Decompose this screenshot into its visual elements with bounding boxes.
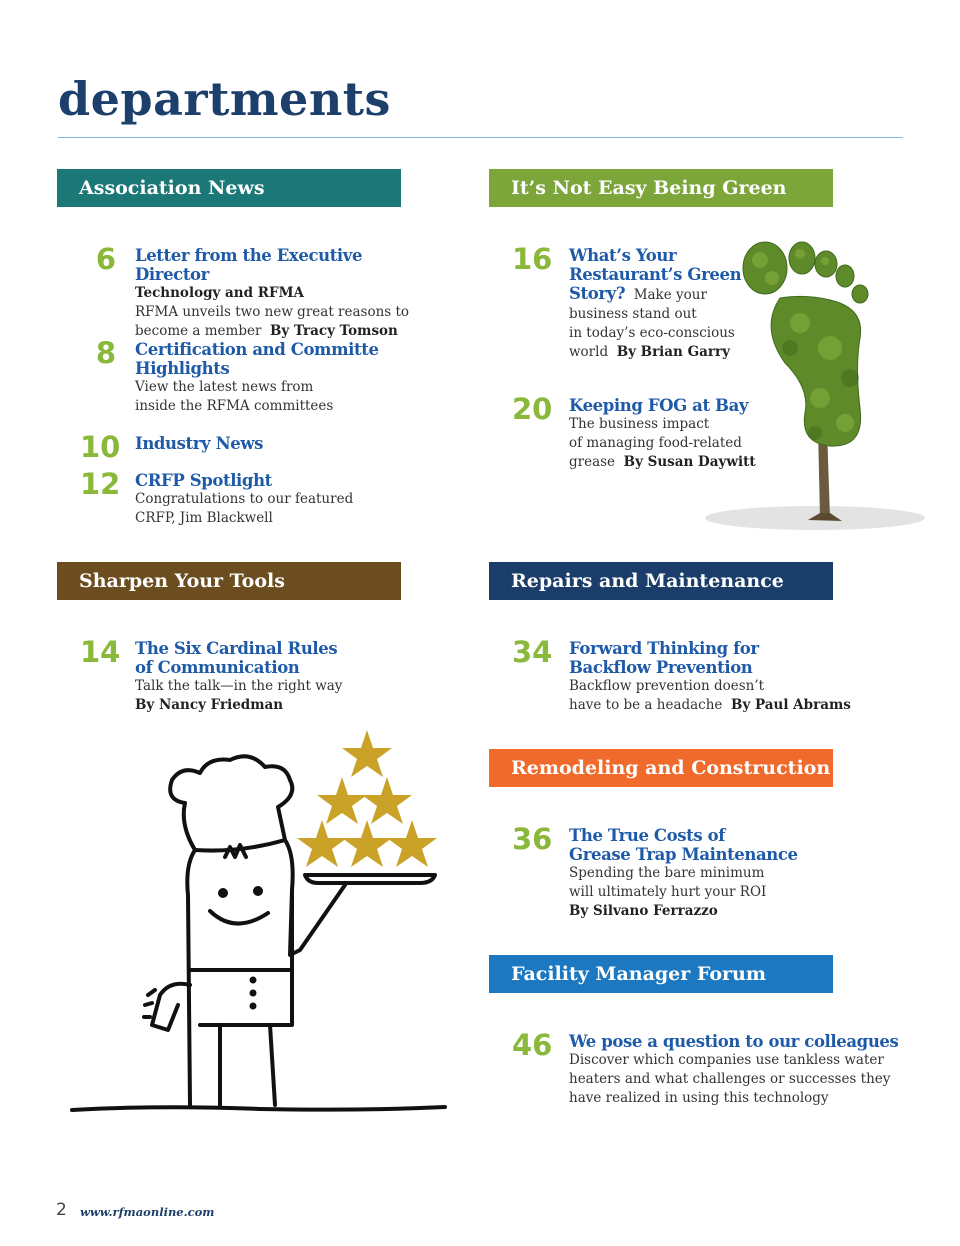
- entry-headline[interactable]: Story?: [569, 284, 626, 303]
- page-number: 6: [95, 242, 116, 276]
- entry-headline[interactable]: The True Costs of: [569, 826, 725, 845]
- entry-description: Backflow prevention doesn’t: [569, 678, 765, 694]
- entry-description: in today’s eco-conscious: [569, 325, 735, 341]
- entry-description: inside the RFMA committees: [135, 398, 334, 414]
- entry-headline[interactable]: The Six Cardinal Rules: [135, 639, 338, 658]
- page-number: 46: [512, 1028, 553, 1062]
- entry-headline[interactable]: Forward Thinking for: [569, 639, 759, 658]
- footer-url[interactable]: www.rfmaonline.com: [80, 1205, 215, 1219]
- entry-description: will ultimately hurt your ROI: [569, 884, 767, 900]
- entry-description: View the latest news from: [135, 379, 314, 395]
- section-header-green: It’s Not Easy Being Green: [489, 169, 833, 207]
- entry-description: heaters and what challenges or successes they: [569, 1071, 891, 1087]
- entry-description: RFMA unveils two new great reasons to: [135, 304, 410, 320]
- section-header-repairs: Repairs and Maintenance: [489, 562, 833, 600]
- entry-headline[interactable]: Highlights: [135, 359, 230, 378]
- section-header-tools: Sharpen Your Tools: [57, 562, 401, 600]
- entry-headline[interactable]: Backflow Prevention: [569, 658, 753, 677]
- entry-description: of managing food-related: [569, 435, 742, 451]
- chef-with-stars-illustration: [60, 725, 460, 1120]
- section-header-remodeling: Remodeling and Construction: [489, 749, 833, 787]
- entry-byline: By Brian Garry: [616, 344, 730, 360]
- star-icon: [297, 730, 437, 867]
- section-header-association-news: Association News: [57, 169, 401, 207]
- entry-description: Make your: [633, 287, 707, 303]
- entry-description: world By Brian Garry: [569, 344, 730, 360]
- entry-byline: By Silvano Ferrazzo: [569, 903, 718, 919]
- entry-byline: By Paul Abrams: [731, 697, 851, 713]
- entry-headline[interactable]: Keeping FOG at Bay: [569, 396, 749, 415]
- entry-description: have realized in using this technology: [569, 1090, 829, 1106]
- entry-description: Talk the talk—in the right way: [135, 678, 343, 694]
- page-number: 20: [512, 392, 553, 426]
- entry-headline[interactable]: We pose a question to our colleagues: [569, 1032, 899, 1051]
- entry-headline[interactable]: What’s Your: [569, 246, 677, 265]
- page-number: 34: [512, 635, 553, 669]
- page-title: departments: [58, 72, 391, 126]
- entry-description: Congratulations to our featured: [135, 491, 354, 507]
- page-number: 12: [80, 467, 121, 501]
- entry-subtitle: Technology and RFMA: [135, 285, 304, 301]
- entry-byline: By Tracy Tomson: [270, 323, 398, 339]
- entry-description: business stand out: [569, 306, 697, 322]
- entry-description: Spending the bare minimum: [569, 865, 765, 881]
- entry-headline[interactable]: Industry News: [135, 434, 264, 453]
- page-number: 10: [80, 430, 121, 464]
- entry-headline[interactable]: Grease Trap Maintenance: [569, 845, 798, 864]
- entry-description: Discover which companies use tankless water: [569, 1052, 884, 1068]
- entry-byline: By Susan Daywitt: [623, 454, 756, 470]
- page-number: 16: [512, 242, 553, 276]
- title-divider: [58, 137, 903, 138]
- entry-description: CRFP, Jim Blackwell: [135, 510, 273, 526]
- entry-description: grease By Susan Daywitt: [569, 454, 756, 470]
- entry-headline[interactable]: of Communication: [135, 658, 300, 677]
- entry-headline[interactable]: CRFP Spotlight: [135, 471, 272, 490]
- section-header-facility: Facility Manager Forum: [489, 955, 833, 993]
- entry-byline: By Nancy Friedman: [135, 697, 284, 713]
- page-number: 36: [512, 822, 553, 856]
- footer-page-number: 2: [56, 1200, 67, 1220]
- entry-headline[interactable]: Restaurant’s Green: [569, 265, 742, 284]
- page-number: 14: [80, 635, 121, 669]
- entry-description: The business impact: [569, 416, 710, 432]
- entry-description: have to be a headache By Paul Abrams: [569, 697, 851, 713]
- entry-headline[interactable]: Letter from the Executive Director: [135, 246, 363, 284]
- entry-description: become a member By Tracy Tomson: [135, 323, 398, 339]
- entry-headline[interactable]: Certification and Committe: [135, 340, 379, 359]
- page-number: 8: [95, 336, 116, 370]
